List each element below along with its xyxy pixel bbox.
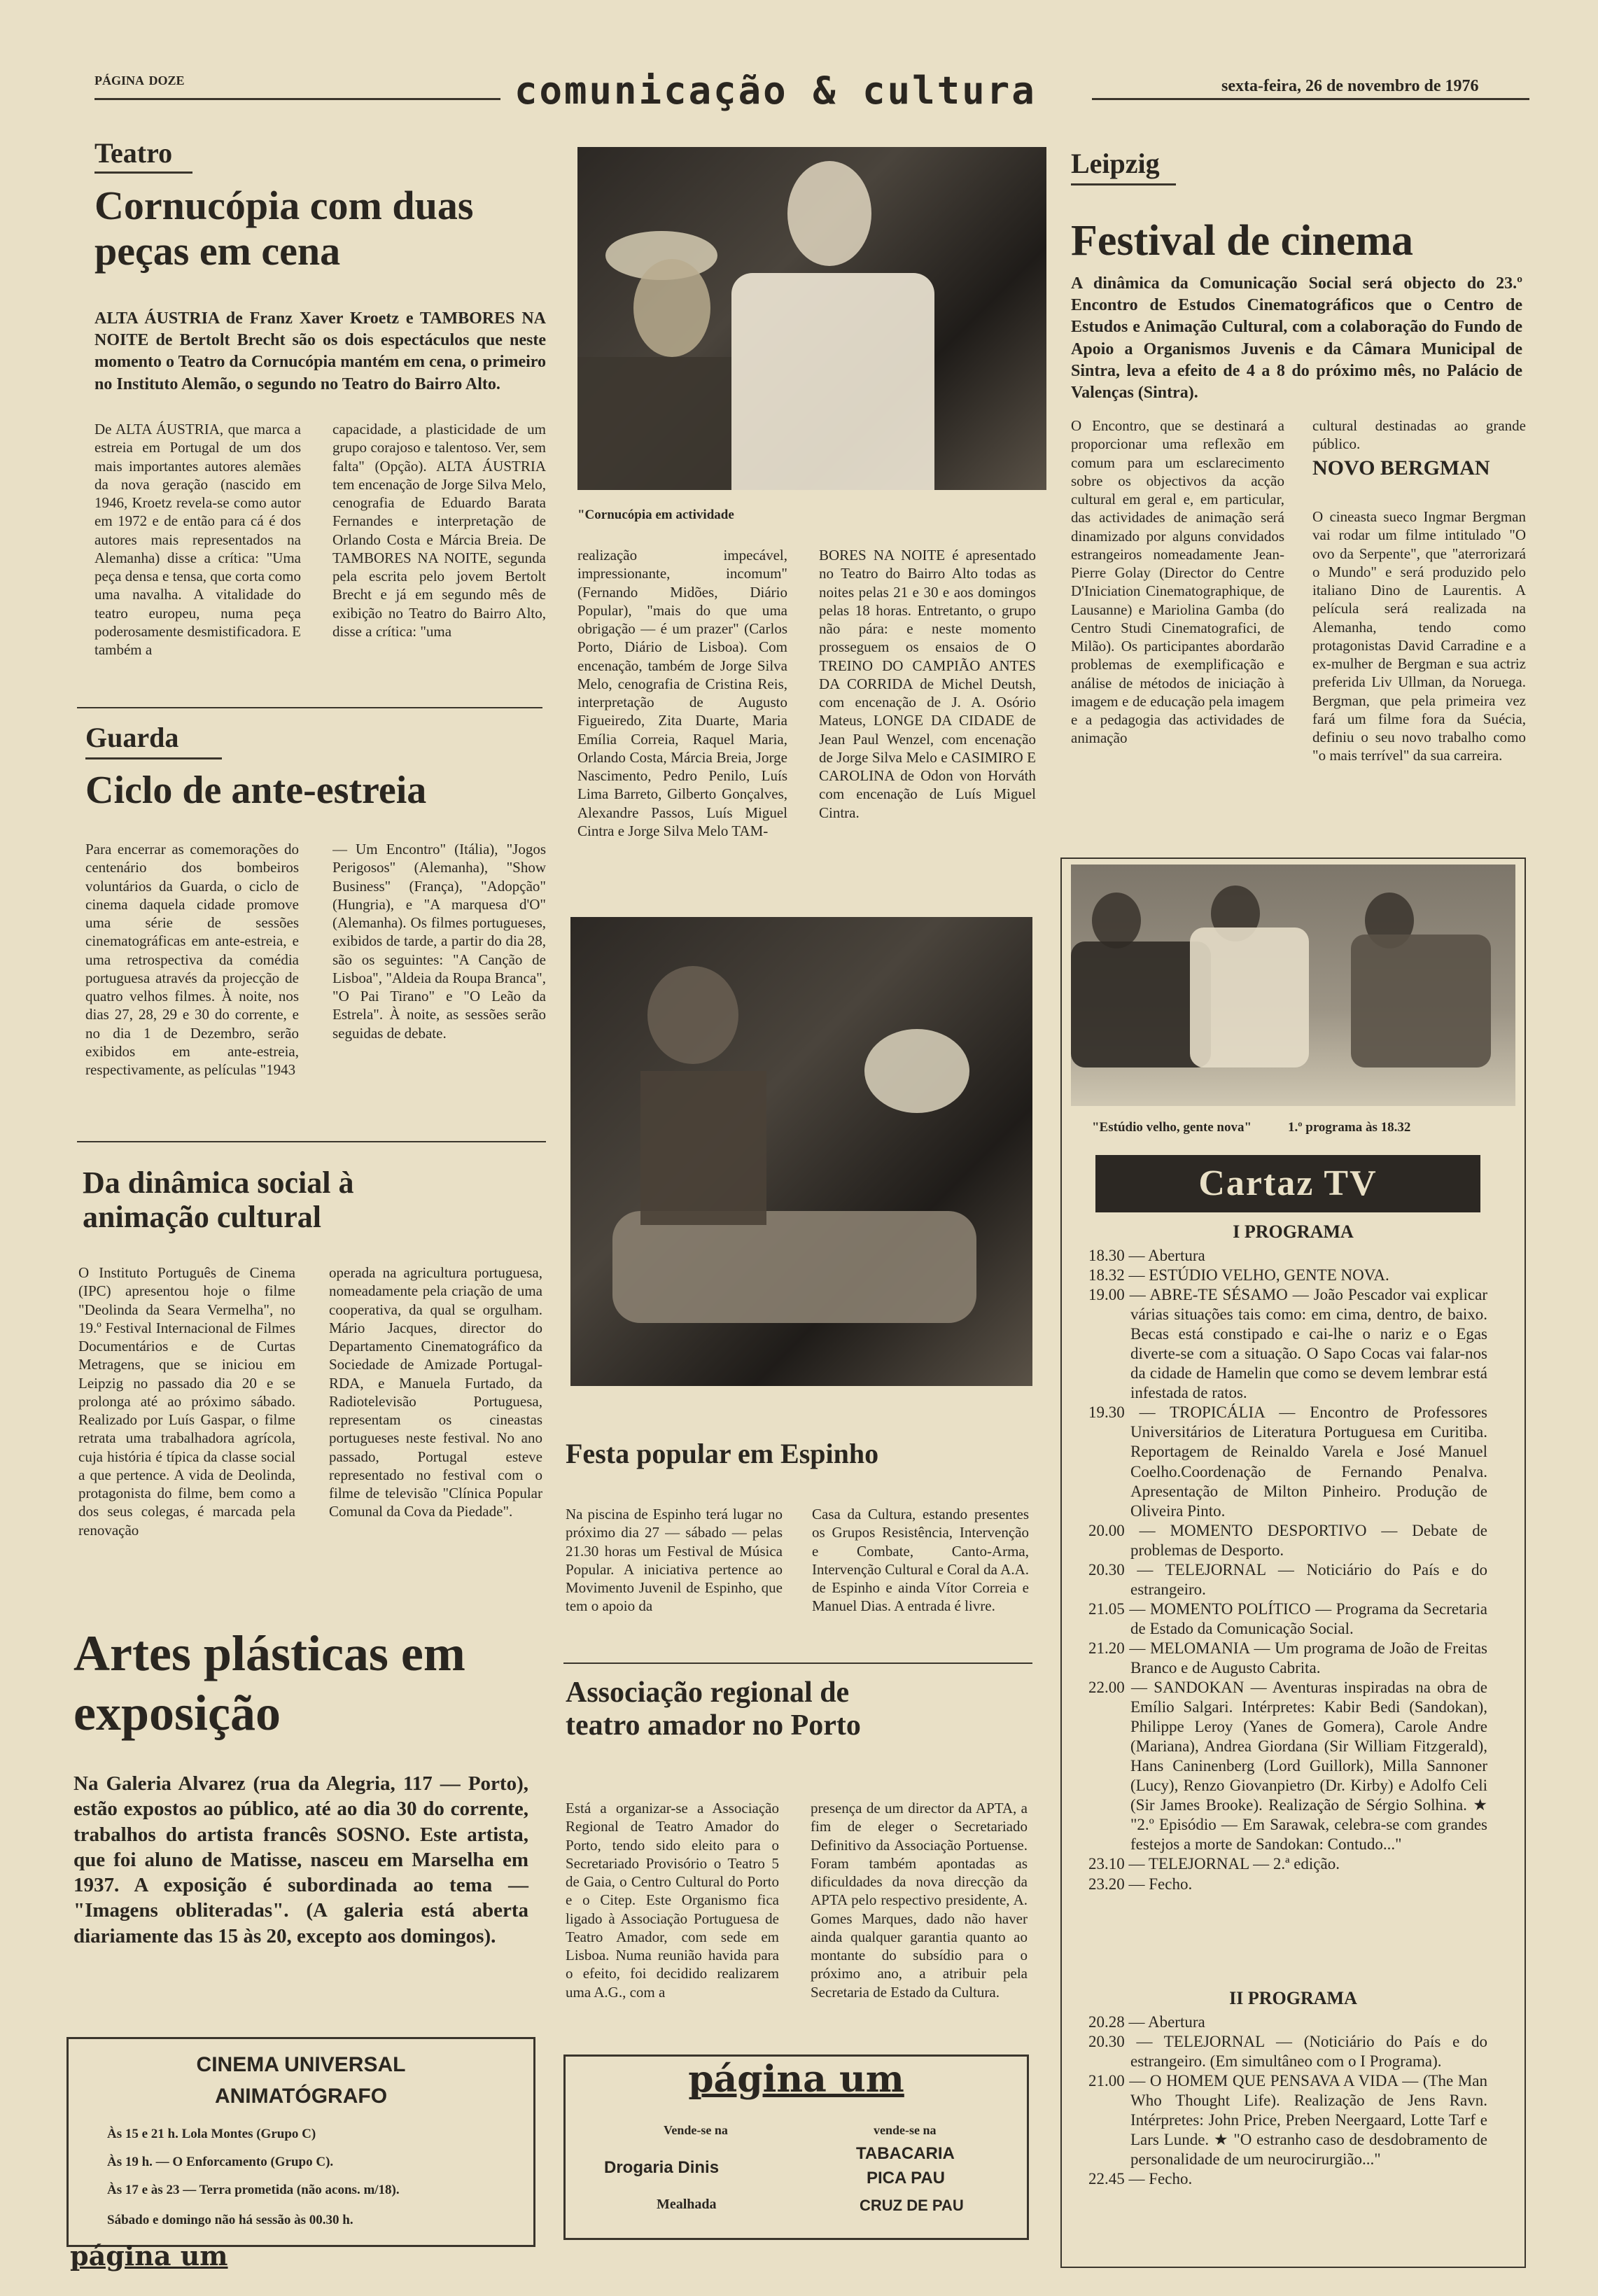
guarda-divider [77, 1141, 546, 1142]
teatro-col1: De ALTA ÁUSTRIA, que marca a estreia em Portugal de um dos mais importantes autores alemães da nova geração (nascido em 1946, Kroetz revela-se como autor em 1972 e de então para cá é dos autores mais representados na Alemanha) disse a crítica: "Uma peça densa e tensa, que corta como uma navalha. A vitalidade do teatro europeu, numa peça poderosamente desmistificadora. E também a [94, 421, 301, 658]
dinamica-col2: operada na agricultura portuguesa, nomeadamente pela criação de uma cooperativa, da qual se orgulham. Mário Jacques, director do Departamento Cinematográfico da Sociedade de Amizade Portugal-RDA, e Manuela Furtado, da Radiotelevisão Portuguesa, representam os cineastas portugueses neste festival. No ano passado, Portugal esteve representado no festival com o filme de televisão "Clínica Popular Comunal da Cova da Piedade". [329, 1264, 542, 1520]
bergman-subhead: NOVO BERGMAN [1312, 456, 1490, 479]
leipzig-headline: Festival de cinema [1071, 217, 1414, 265]
page-number-label: página doze [94, 69, 185, 89]
masthead-rule-right [1092, 98, 1529, 100]
leipzig-section-label: Leipzig [1071, 148, 1160, 179]
cinema-ad-line2: Às 19 h. — O Enforcamento (Grupo C). [107, 2155, 334, 2169]
pagina-um-ad-title: página um [688, 2058, 904, 2101]
associacao-headline: Associação regional de teatro amador no Porto [566, 1676, 861, 1742]
dinamica-col1: O Instituto Português de Cinema (IPC) apresentou hoje o filme "Deolinda da Seara Vermelha", no 19.º Festival Internacional de Filmes Documentários e de Curtas Metragens, que se iniciou em Leipzig no passado dia 20 e se prolonga até ao próximo sábado. Realizado por Luís Gaspar, o filme retrata uma trabalhadora agrícola, cuja história é típica da classe social a que pertence. A vida de Deolinda, protagonista do filme, bem como a dos seus colegas, é marcada pela renovação [78, 1264, 295, 1539]
tv-item: 18.30 — Abertura [1088, 1247, 1205, 1264]
artes-headline: Artes plásticas em exposição [73, 1625, 465, 1741]
tv-item: 19.30 — TROPICÁLIA — Encontro de Professores Universitários de Literatura Portuguesa em Curitiba. Reportagem de Reinaldo Varela e José Manuel Coelho.Coordenação de Fernando Penalva. Apresentação de Milton Pinheiro. Produção de Oliveira Pinto. [1088, 1404, 1487, 1520]
leipzig-section-underline [1071, 183, 1176, 186]
pagina-um-ad-right-small: vende-se na [874, 2123, 937, 2137]
cornucopia-photo [577, 147, 1046, 490]
associacao-col1: Está a organizar-se a Associação Regional de Teatro Amador do Porto, tendo sido eleito para o Secretariado Provisório o Teatro 5 de Gaia, o Centro Cultural do Porto e o Citep. Este Organismo fica ligado à Associação Portuguesa de Teatro Amador, com sede em Lisboa. Numa reunião havida para o efeito, foi decidido realizarem uma A.G., com a [566, 1800, 779, 2001]
tv-item: 21.00 — O HOMEM QUE PENSAVA A VIDA — (The Man Who Thought Life). Realização de Jens Ravn. Intérpretes: John Price, Preben Neergaard, Lotte Tarf e Lars Lunde. ★ "O estranho caso de desdobramento de personalidade de um neurocirurgião..." [1088, 2072, 1487, 2169]
tv-item: 22.00 — SANDOKAN — Aventuras inspiradas na obra de Emílio Salgari. Intérpretes: Kabir Bedi (Sandokan), Philippe Leroy (Yanes de Gomera), Carole Andre (Mariana), Andrea Giordana (Sir William Fitzgerald), Hans Caninenberg (Lord Guillork), Milla Sannoner (Lucy), Renzo Giovanpietro (Dr. Kirby) e Adolfo Celi (Sir James Brooke). Realização de Sérgio Solhina. ★ "2.º Episódio — Em Sarawak, celebra-se com grandes festejos a morte de Sandokan: Contudo..." [1088, 1679, 1487, 1854]
tv-item: 18.32 — ESTÚDIO VELHO, GENTE NOVA. [1088, 1266, 1389, 1284]
pagina-um-ad-left-name: Drogaria Dinis [604, 2158, 720, 2177]
section-title: comunicação & cultura [514, 69, 1037, 113]
espinho-col1: Na piscina de Espinho terá lugar no próximo dia 27 — sábado — pelas 21.30 horas um Festival de Música Popular. A iniciativa pertence ao Movimento Juvenil de Espinho, que tem o apoio da [566, 1506, 783, 1615]
prog2-list [1088, 2012, 1487, 2189]
prog1-list [1088, 1246, 1487, 1894]
guarda-col2: — Um Encontro" (Itália), "Jogos Perigosos" (Alemanha), "Show Business" (França), "Adopção" (Hungria), e "A marquesa d'O" (Alemanha). Os filmes portugueses, exibidos de tarde, a partir do dia 28, são os seguintes: "A Canção de Lisboa", "Aldeia da Roupa Branca", "O Pai Tirano" e "O Leão da Estrela". À noite, as sessões serão seguidas de debate. [332, 841, 546, 1042]
leipzig-lead: A dinâmica da Comunicação Social será objecto do 23.º Encontro de Estudos Cinematográficos que o Centro de Estudos e Animação Cultural, com a colaboração do Fundo de Apoio a Organismos Juvenis e da Câmara Municipal de Sintra, leva a efeito de 4 a 8 do próximo mês, no Palácio de Valenças (Sintra). [1071, 274, 1522, 402]
cornucopia-photo-caption: "Cornucópia em actividade [577, 507, 734, 522]
associacao-col2: presença de um director da APTA, a fim de eleger o Secretariado Definitivo da Associação Portuense. Foram também apontadas as dificuldades da nova direcção da APTA pelo respectivo presidente, A. Gomes Marques, dado não haver ainda qualquer garantia quanto ao montante do subsídio para o próximo ano, a atribuir pela Secretaria de Estado da Cultura. [811, 1800, 1028, 2001]
prog1-heading: I PROGRAMA [1233, 1222, 1354, 1242]
guarda-section-label: Guarda [85, 722, 179, 753]
leipzig-col2-top: cultural destinadas ao grande público. [1312, 417, 1526, 453]
pagina-um-ad-right-name1: TABACARIA [856, 2144, 955, 2163]
cinema-ad-line3: Às 17 e às 23 — Terra prometida (não acons. m/18). [107, 2183, 400, 2197]
guarda-section-underline [85, 757, 222, 760]
masthead-rule-left [94, 98, 500, 100]
footer-label: página um [70, 2240, 228, 2272]
espinho-divider [563, 1662, 1032, 1664]
teatro-col4: BORES NA NOITE é apresentado no Teatro do Bairro Alto todas as noites pelas 21 e 30 e aos domingos pelas 18 horas. Entretanto, o grupo não pára: e neste momento prosseguem os ensaios de O TREINO DO CAMPIÃO ANTES DA CORRIDA de Michel Deutsh, com encenação de J. A. Osório Mateus, LONGE DA CIDADE de Jean Paul Wenzel, com encenação de Jorge Silva Melo e CASIMIRO E CAROLINA de Odon von Horváth com encenação de Luís Miguel Cintra. [819, 547, 1036, 821]
estudio-caption-title: "Estúdio velho, gente nova" [1092, 1120, 1252, 1135]
cinema-ad-box [66, 2037, 535, 2247]
issue-date: sexta-feira, 26 de novembro de 1976 [1221, 77, 1479, 95]
estudio-caption-note: 1.º programa às 18.32 [1288, 1120, 1411, 1135]
teatro-divider [77, 707, 542, 708]
espinho-photo [570, 917, 1032, 1386]
tv-item: 20.30 — TELEJORNAL — (Noticiário do País e do estrangeiro. (Em simultâneo com o I Programa). [1088, 2033, 1487, 2071]
teatro-col3: realização impecável, impressionante, incomum" (Fernando Midões, Diário Popular), "mais do que uma obrigação — é um prazer" (Carlos Porto, Diário de Lisboa). Com encenação, também de Jorge Silva Melo, cenografia de Cristina Reis, interpretação de Augusto Figueiredo, Zita Duarte, Maria Emília Correia, Raquel Maria, Orlando Costa, Márcia Breia, Jorge Nascimento, Pedro Penilo, Luís Lima Barreto, Gilberto Gonçalves, Alexandre Passos, Luís Miguel Cintra e Jorge Silva Melo TAM- [577, 547, 787, 839]
teatro-section-underline [94, 172, 192, 174]
teatro-col2: capacidade, a plasticidade de um grupo corajoso e talentoso. Ver, sem falta" (Opção). ALTA ÁUSTRIA tem encenação de Jorge Silva Melo, cenografia de Eduardo Barata Fernandes e interpretação de Orlando Costa e Márcia Breia. De TAMBORES NA NOITE, segunda pela escrita pelo jovem Bertolt Brecht e já em segundo mês de exibição no Teatro do Bairro Alto, disse a crítica: "uma [332, 421, 546, 640]
pagina-um-ad-right-name2: PICA PAU [867, 2169, 946, 2188]
guarda-headline: Ciclo de ante-estreia [85, 769, 427, 812]
espinho-col2: Casa da Cultura, estando presentes os Grupos Resistência, Intervenção e Combate, Canto-Arma, Intervenção Cultural e Coral da A.A. de Espinho e ainda Vítor Correia e Manuel Dias. A entrada é livre. [812, 1506, 1029, 1615]
teatro-lead: ALTA ÁUSTRIA de Franz Xaver Kroetz e TAMBORES NA NOITE de Bertolt Brecht são os dois espectáculos que neste momento o Teatro da Cornucópia mantém em cena, o primeiro no Instituto Alemão, o segundo no Teatro do Bairro Alto. [94, 309, 546, 393]
guarda-col1: Para encerrar as comemorações do centenário dos bombeiros voluntários da Guarda, o ciclo de cinema daquela cidade promove uma série de sessões cinematográficas em ante-estreia, e uma retrospectiva da comédia portuguesa através da projecção de quatro velhos filmes. À noite, nos dias 27, 28, 29 e 30 do corrente, e no dia 1 de Dezembro, serão exibidos em ante-estreia, respectivamente, as películas "1943 [85, 841, 299, 1078]
tv-item: 19.00 — ABRE-TE SÉSAMO — João Pescador vai explicar várias situações tais como: em cima, dentro, de baixo. Becas está constipado e cai-lhe o nariz e o Egas diverte-se com a situação. O Sapo Cocas vai falar-nos da cidade de Hamelin que como se devem lembrar está infestada de ratos. [1088, 1286, 1487, 1402]
tv-item: 20.30 — TELEJORNAL — Noticiário do País e do estrangeiro. [1088, 1560, 1487, 1598]
tv-item: 21.20 — MELOMANIA — Um programa de João de Freitas Branco e de Augusto Cabrita. [1088, 1639, 1487, 1676]
cinema-ad-title2: ANIMATÓGRAFO [214, 2085, 388, 2108]
teatro-headline: Cornucópia com duas peças em cena [94, 183, 474, 274]
pagina-um-ad-right-place: CRUZ DE PAU [860, 2197, 964, 2214]
cartaz-tv-title: Cartaz TV [1095, 1155, 1480, 1212]
cinema-ad-title1: CINEMA UNIVERSAL [196, 2053, 406, 2076]
pagina-um-ad-box [563, 2054, 1029, 2240]
dinamica-headline: Da dinâmica social à animação cultural [83, 1166, 354, 1235]
teatro-section-label: Teatro [94, 137, 173, 169]
cinema-ad-line4: Sábado e domingo não há sessão às 00.30 h. [107, 2213, 353, 2227]
tv-item: 21.05 — MOMENTO POLÍTICO — Programa da Secretaria de Estado da Comunicação Social. [1088, 1600, 1487, 1637]
leipzig-col2: O cineasta sueco Ingmar Bergman vai rodar um filme intitulado "O ovo da Serpente", que "aterrorizará o Mundo" e será produzido pelo italiano Dino de Laurentis. A película será realizada na Alemanha, tendo como protagonistas David Carradine e a ex-mulher de Bergman e sua actriz preferida Liv Ullman, da Noruega. Bergman, que pela primeira vez fará um filme fora da Suécia, definiu o seu novo trabalho como "o mais terrível" da sua carreira. [1312, 508, 1526, 764]
pagina-um-ad-left-small: Vende-se na [664, 2123, 728, 2137]
tv-item: 20.28 — Abertura [1088, 2013, 1205, 2031]
tv-item: 22.45 — Fecho. [1088, 2170, 1193, 2188]
cinema-ad-line1: Às 15 e 21 h. Lola Montes (Grupo C) [107, 2127, 316, 2141]
estudio-photo [1071, 864, 1515, 1106]
tv-item: 20.00 — MOMENTO DESPORTIVO — Debate de problemas de Desporto. [1088, 1521, 1487, 1559]
artes-body: Na Galeria Alvarez (rua da Alegria, 117 — Porto), estão expostos ao público, até ao dia 30 do corrente, trabalhos do artista francês SOSNO. Este artista, que foi aluno de Matisse, nasceu em Marselha em 1937. A exposição é subordinada ao tema — "Imagens obliteradas". (A galeria está aberta diariamente das 15 às 20, excepto aos domingos). [73, 1772, 528, 1947]
leipzig-col1: O Encontro, que se destinará a proporcionar uma reflexão em comum para um esclarecimento sobre os objectivos da acção cultural em geral e, em particular, das actividades de animação será dinamizado por alguns convidados estrangeiros nomeadamente Jean-Pierre Golay (Director do Centre D'Iniciation Cinematographique, de Lausanne) e Mariolina Gamba (do Centro Studi Cinematografici, de Milão). Os participantes abordarão problemas de exemplificação e análise de métodos de iniciação à imagem e de educação pela imagem e a pedagogia das actividades de animação [1071, 417, 1284, 747]
tv-item: 23.10 — TELEJORNAL — 2.ª edição. [1088, 1855, 1340, 1873]
prog2-heading: II PROGRAMA [1229, 1988, 1357, 2008]
pagina-um-ad-left-place: Mealhada [657, 2197, 717, 2212]
tv-item: 23.20 — Fecho. [1088, 1875, 1193, 1893]
espinho-headline: Festa popular em Espinho [566, 1438, 879, 1469]
